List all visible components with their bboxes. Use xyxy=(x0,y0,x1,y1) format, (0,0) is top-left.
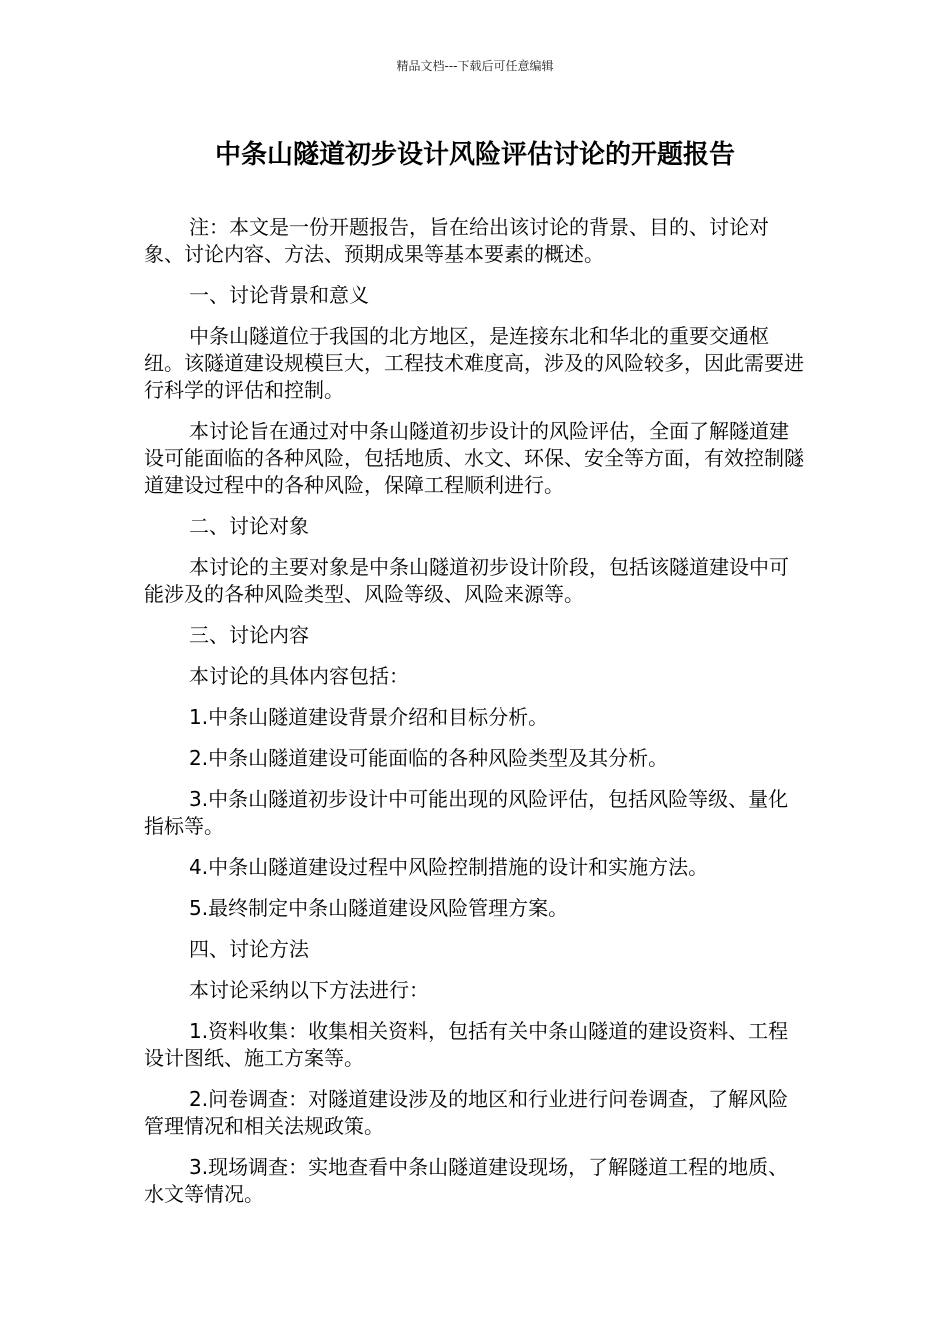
section-heading-method: 四、讨论方法 xyxy=(189,937,309,961)
section-heading-background: 一、讨论背景和意义 xyxy=(189,283,369,307)
page-header: 精品文档---下载后可任意编辑 xyxy=(396,59,554,73)
list-item: 3.中条山隧道初步设计中可能出现的风险评估，包括风险等级、量化指标等。 xyxy=(144,787,789,838)
list-item: 2.问卷调查：对隧道建设涉及的地区和行业进行问卷调查，了解风险管理情况和相关法规政策。 xyxy=(144,1087,789,1138)
list-item: 1.中条山隧道建设背景介绍和目标分析。 xyxy=(189,705,549,729)
list-item: 2.中条山隧道建设可能面临的各种风险类型及其分析。 xyxy=(189,746,669,770)
paragraph: 本讨论采纳以下方法进行： xyxy=(189,978,429,1002)
list-item: 3.现场调查：实地查看中条山隧道建设现场，了解隧道工程的地质、水文等情况。 xyxy=(144,1155,789,1206)
list-item: 4.中条山隧道建设过程中风险控制措施的设计和实施方法。 xyxy=(189,855,709,879)
paragraph: 本讨论的主要对象是中条山隧道初步设计阶段，包括该隧道建设中可能涉及的各种风险类型、风险等级、风险来源等。 xyxy=(144,555,789,606)
paragraph: 本讨论旨在通过对中条山隧道初步设计的风险评估，全面了解隧道建设可能面临的各种风险，包括地质、水文、环保、安全等方面，有效控制隧道建设过程中的各种风险，保障工程顺利进行。 xyxy=(144,419,804,497)
list-item: 5.最终制定中条山隧道建设风险管理方案。 xyxy=(189,896,569,920)
paragraph-note: 注：本文是一份开题报告，旨在给出该讨论的背景、目的、讨论对象、讨论内容、方法、预期成果等基本要素的概述。 xyxy=(144,215,769,266)
document-body xyxy=(144,214,804,1222)
list-item: 1.资料收集：收集相关资料，包括有关中条山隧道的建设资料、工程设计图纸、施工方案等。 xyxy=(144,1019,789,1070)
paragraph: 中条山隧道位于我国的北方地区，是连接东北和华北的重要交通枢纽。该隧道建设规模巨大，工程技术难度高，涉及的风险较多，因此需要进行科学的评估和控制。 xyxy=(144,324,804,402)
document-title: 中条山隧道初步设计风险评估讨论的开题报告 xyxy=(214,140,735,170)
section-heading-content: 三、讨论内容 xyxy=(189,623,309,647)
paragraph: 本讨论的具体内容包括： xyxy=(189,664,409,688)
section-heading-object: 二、讨论对象 xyxy=(189,514,309,538)
